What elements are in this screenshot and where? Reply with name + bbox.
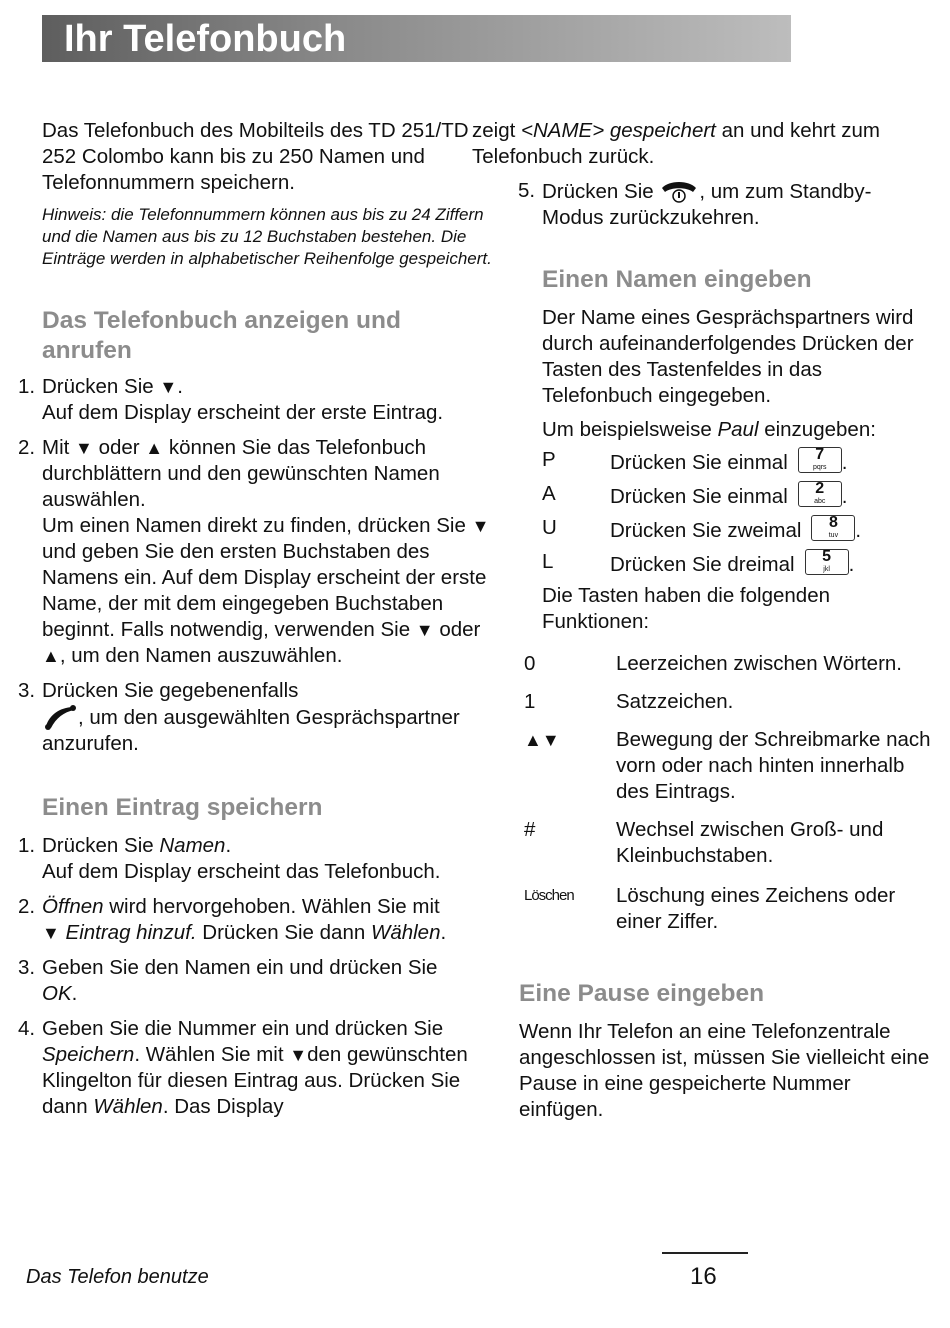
header-banner: [42, 15, 791, 62]
name-paragraph-3: Die Tasten haben die folgenden Funktionen:: [542, 584, 830, 633]
heading-save: Einen Eintrag speichern: [42, 794, 323, 821]
key-7-icon: 7 pqrs: [798, 447, 842, 473]
footer-chapter: Das Telefon benutze: [26, 1266, 209, 1288]
up-arrow-icon: ▲: [145, 438, 164, 458]
call-handset-icon: [42, 704, 78, 730]
intro-text: Das Telefonbuch des Mobilteils des TD 251/TD 252 Colombo kann bis zu 250 Namen und Telefonnummern speichern.: [42, 119, 469, 194]
footer-divider: [662, 1252, 748, 1254]
down-arrow-icon: ▼: [471, 516, 490, 536]
heading-view: Das Telefonbuch anzeigen und anrufen: [42, 307, 401, 364]
end-call-icon: [659, 178, 699, 204]
letter-row: A Drücken Sie einmal 2 abc .: [542, 480, 848, 508]
page-number: 16: [690, 1263, 717, 1290]
down-arrow-icon: ▼: [159, 377, 178, 397]
right-column: [472, 118, 932, 1123]
down-arrow-icon: ▼: [75, 438, 93, 458]
function-row: 0 Leerzeichen zwischen Wörtern.: [524, 652, 902, 675]
pause-paragraph: Wenn Ihr Telefon an eine Telefonzentrale angeschlossen ist, müssen Sie vielleicht eine Pause in eine gespeicherte Nummer einfügen.: [519, 1020, 930, 1121]
name-paragraph-2: Um beispielsweise Paul einzugeben:: [542, 418, 876, 441]
letter-table: [472, 443, 932, 579]
left-column: [18, 118, 493, 1120]
save-step-4: 4. Geben Sie die Nummer ein und drücken Sie Speichern. Wählen Sie mit ▼den gewünschten Klingelton für diesen Eintrag aus. Drücken Sie dann Wählen. Das Display: [18, 1017, 468, 1118]
intro-note: Hinweis: die Telefonnummern können aus bis zu 24 Ziffern und die Namen aus bis zu 12 Buchstaben bestehen. Die Einträge werden in alphabetischer Reihenfolge gespeichert.: [42, 205, 492, 268]
function-row: # Wechsel zwischen Groß- und Kleinbuchstaben.: [524, 818, 884, 867]
save-step-5: 5. Drücken Sie , um zum Standby-Modus zurückzukehren.: [518, 179, 872, 229]
function-row: 1 Satzzeichen.: [524, 690, 734, 713]
key-8-icon: 8 tuv: [811, 515, 855, 541]
view-step-2: 2. Mit ▼ oder ▲ können Sie das Telefonbuch durchblättern und den gewünschten Namen auswählen. Um einen Namen direkt zu finden, drücken Sie ▼ und geben Sie den ersten Buchstaben des Namens ein. Auf dem Display erscheint der erste Name, der mit dem eingegeben Buchstaben beginnt. Falls notwendig, verwenden Sie ▼ oder ▲, um den Namen auszuwählen.: [18, 436, 490, 667]
down-arrow-icon: ▼: [415, 620, 434, 640]
letter-row: L Drücken Sie dreimal 5 jkl .: [542, 548, 855, 576]
view-step-1: 1. Drücken Sie ▼. Auf dem Display erscheint der erste Eintrag.: [18, 375, 444, 424]
save-step-4-continued: zeigt <NAME> gespeichert an und kehrt zum Telefonbuch zurück.: [472, 119, 880, 168]
view-step-3: 3. Drücken Sie gegebenenfalls , um den ausgewählten Gesprächspartner anzurufen.: [18, 679, 460, 755]
down-arrow-icon: ▼: [42, 923, 60, 943]
save-step-3: 3. Geben Sie den Namen ein und drücken Sie OK.: [18, 956, 438, 1005]
key-2-icon: 2 abc: [798, 481, 842, 507]
save-step-1: 1. Drücken Sie Namen. Auf dem Display erscheint das Telefonbuch.: [18, 834, 441, 883]
page-title: Ihr Telefonbuch: [64, 18, 347, 60]
letter-row: P Drücken Sie einmal 7 pqrs .: [542, 446, 848, 474]
up-arrow-icon: ▲: [42, 646, 60, 666]
name-paragraph-1: Der Name eines Gesprächspartners wird durch aufeinanderfolgendes Drücken der Tasten des Tastenfeldes in das Telefonbuch eingegeben.: [542, 306, 914, 407]
heading-name: Einen Namen eingeben: [542, 266, 812, 293]
function-row: Löschen Löschung eines Zeichens oder einer Ziffer.: [524, 884, 896, 933]
save-step-2: 2. Öffnen wird hervorgehoben. Wählen Sie mit ▼ Eintrag hinzuf. Drücken Sie dann Wählen.: [18, 895, 447, 944]
function-table: [472, 651, 932, 935]
heading-pause: Eine Pause eingeben: [519, 980, 765, 1007]
function-row: ▲▼ Bewegung der Schreibmarke nach vorn oder nach hinten innerhalb des Eintrags.: [524, 728, 931, 803]
down-arrow-icon: ▼: [289, 1045, 308, 1065]
key-5-icon: 5 jkl: [805, 549, 849, 575]
letter-row: U Drücken Sie zweimal 8 tuv .: [542, 514, 862, 542]
